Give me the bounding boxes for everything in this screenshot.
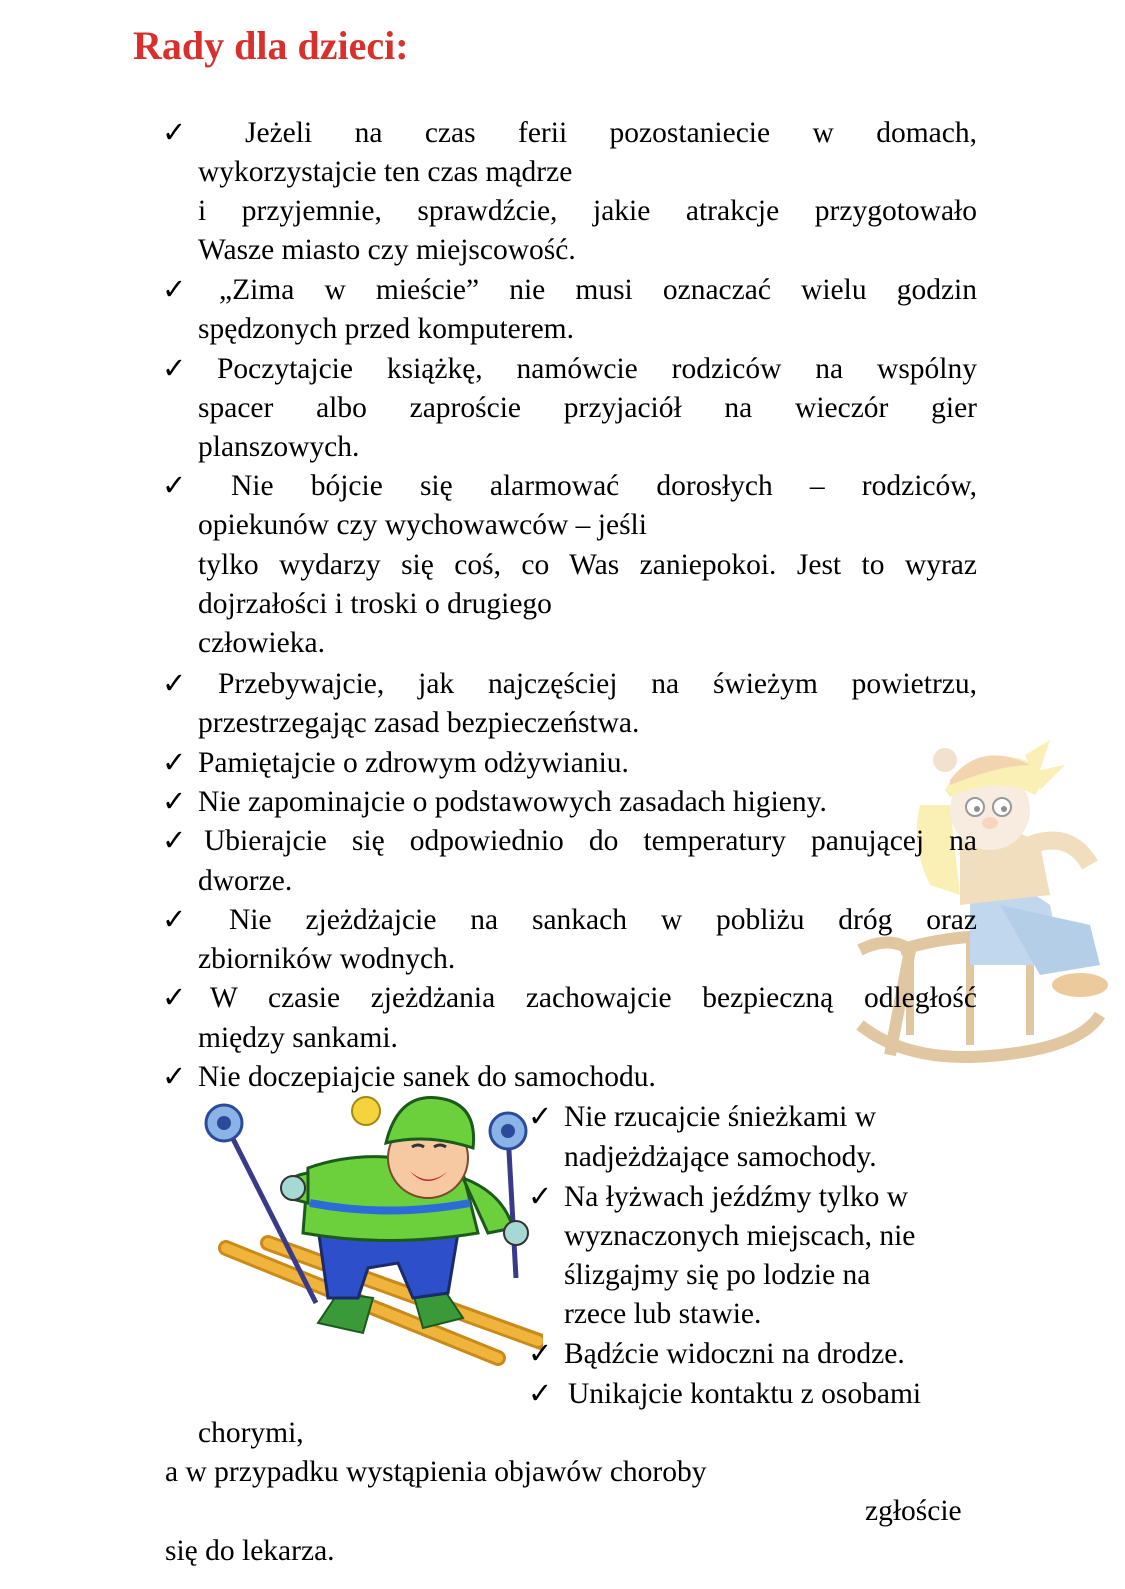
text-line: wykorzystajcie ten czas mądrze (198, 156, 573, 188)
text-line: Bądźcie widoczni na drodze. (564, 1338, 905, 1370)
checkmark-icon: ✓ (162, 747, 187, 779)
text-line: spacer albo zaproście przyjaciół na wieczór gier (198, 392, 977, 424)
text-line: Nie zjeżdżajcie na sankach w pobliżu dróg oraz (229, 904, 977, 936)
text-line: W czasie zjeżdżania zachowajcie bezpieczną odległość (210, 982, 977, 1014)
checkmark-icon: ✓ (528, 1181, 553, 1213)
checkmark-icon: ✓ (528, 1338, 553, 1370)
checkmark-icon: ✓ (162, 668, 187, 700)
text-line: Wasze miasto czy miejscowość. (198, 234, 576, 266)
text-line: Nie bójcie się alarmować dorosłych – rodziców, (231, 470, 977, 502)
text-line: Na łyżwach jeźdźmy tylko w (564, 1181, 909, 1213)
checkmark-icon: ✓ (528, 1378, 553, 1410)
text-line: przestrzegając zasad bezpieczeństwa. (198, 707, 640, 739)
text-line: ślizgajmy się po lodzie na (564, 1259, 871, 1291)
text-line: Ubierajcie się odpowiednio do temperatury panującej na (204, 825, 977, 857)
text-line: planszowych. (198, 431, 360, 463)
checkmark-icon: ✓ (162, 470, 187, 502)
checkmark-icon: ✓ (162, 825, 187, 857)
text-line: zbiorników wodnych. (198, 943, 456, 975)
checkmark-icon: ✓ (162, 353, 187, 385)
text-line: Jeżeli na czas ferii pozostaniecie w domach, (245, 117, 977, 149)
checkmark-icon: ✓ (162, 117, 187, 149)
text-line: i przyjemnie, sprawdźcie, jakie atrakcje przygotowało (198, 195, 977, 227)
text-line: a w przypadku wystąpienia objawów choroby (165, 1456, 707, 1488)
text-line: tylko wydarzy się coś, co Was zaniepokoi. Jest to wyraz (198, 549, 977, 581)
checkmark-icon: ✓ (162, 982, 187, 1014)
text-line: rzece lub stawie. (564, 1298, 762, 1330)
text-line: Przebywajcie, jak najczęściej na świeżym powietrzu, (218, 668, 977, 700)
text-line: Poczytajcie książkę, namówcie rodziców na wspólny (217, 353, 977, 385)
text-line: zgłoście (865, 1495, 962, 1527)
text-line: Nie rzucajcie śnieżkami w (564, 1101, 877, 1133)
text-line: chorymi, (198, 1417, 304, 1449)
page-title: Rady dla dzieci: (133, 23, 409, 68)
text-line: opiekunów czy wychowawców – jeśli (198, 509, 647, 541)
text-line: dworze. (198, 865, 293, 897)
checkmark-icon: ✓ (162, 904, 187, 936)
text-line: dojrzałości i troski o drugiego (198, 588, 552, 620)
text-line: się do lekarza. (165, 1535, 335, 1567)
checkmark-icon: ✓ (162, 786, 187, 818)
text-line: spędzonych przed komputerem. (198, 313, 574, 345)
text-line: Pamiętajcie o zdrowym odżywianiu. (198, 747, 629, 779)
text-line: Nie doczepiajcie sanek do samochodu. (198, 1061, 656, 1093)
text-line: Unikajcie kontaktu z osobami (568, 1378, 922, 1410)
text-line: między sankami. (198, 1022, 398, 1054)
text-line: człowieka. (198, 627, 325, 659)
text-line: „Zima w mieście” nie musi oznaczać wielu godzin (219, 274, 977, 306)
checkmark-icon: ✓ (528, 1101, 553, 1133)
text-line: Nie zapominajcie o podstawowych zasadach higieny. (198, 786, 827, 818)
skiing-boy-illustration (198, 1093, 543, 1383)
text-line: wyznaczonych miejscach, nie (564, 1220, 916, 1252)
text-line: nadjeżdżające samochody. (564, 1141, 877, 1173)
checkmark-icon: ✓ (162, 274, 187, 306)
checkmark-icon: ✓ (162, 1061, 187, 1093)
